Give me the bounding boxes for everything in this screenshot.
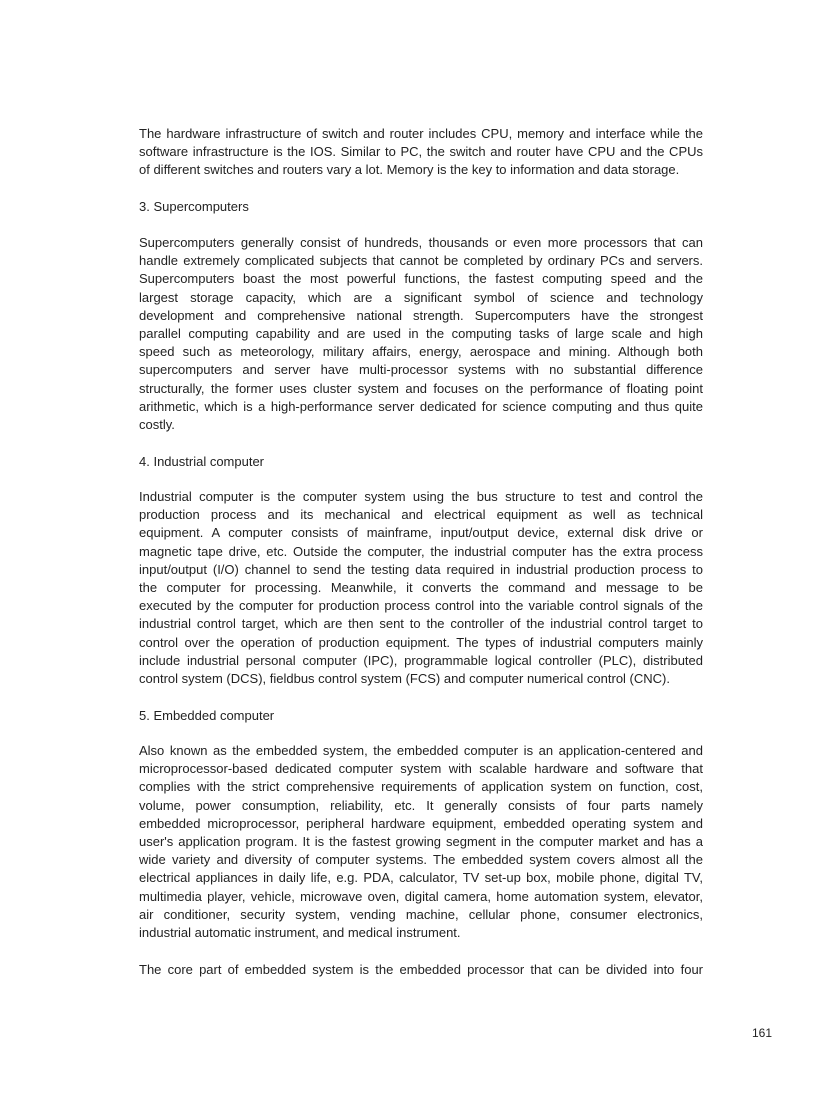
text-line: structurally, the former uses cluster system and focuses on the performance of floating point <box>139 380 703 396</box>
text-line: magnetic tape drive, etc. Outside the computer, the industrial computer has the extra process <box>139 543 703 559</box>
text-line: parallel computing capability and are used in the computing tasks of large scale and high <box>139 325 703 341</box>
text-line: costly. <box>139 416 175 432</box>
text-line: microprocessor-based dedicated computer system with scalable hardware and software that <box>139 761 703 777</box>
text-line: software infrastructure is the IOS. Similar to PC, the switch and router have CPU and the CPUs <box>139 144 703 160</box>
text-line: largest storage capacity, which are a significant symbol of science and technology <box>139 289 703 305</box>
text-line: development and comprehensive national strength. Supercomputers have the strongest <box>139 307 703 323</box>
text-line: production process and its mechanical and electrical equipment as well as technical <box>139 507 703 523</box>
text-line: control over the operation of production equipment. The types of industrial computers mainly <box>139 634 703 650</box>
text-line: executed by the computer for production process control into the variable control signals of the <box>139 598 703 614</box>
text-line: control system (DCS), fieldbus control system (FCS) and computer numerical control (CNC). <box>139 670 670 686</box>
text-line: volume, power consumption, reliability, etc. It generally consists of four parts namely <box>139 797 703 813</box>
text-line: air conditioner, security system, vending machine, cellular phone, consumer electronics, <box>139 906 703 922</box>
text-line: wide variety and diversity of computer systems. The embedded system covers almost all the <box>139 852 703 868</box>
text-line: equipment. A computer consists of mainframe, input/output device, external disk drive or <box>139 525 703 541</box>
section-heading-industrial-computer: 4. Industrial computer <box>139 454 265 469</box>
text-line: of different switches and routers vary a lot. Memory is the key to information and data storage. <box>139 162 680 178</box>
text-line: multimedia player, vehicle, microwave oven, digital camera, home automation system, elevator, <box>139 888 703 904</box>
page-number: 161 <box>751 1026 772 1040</box>
text-line: electrical appliances in daily life, e.g. PDA, calculator, TV set-up box, mobile phone, digital TV, <box>139 870 703 886</box>
text-line: industrial automatic instrument, and medical instrument. <box>139 924 461 940</box>
paragraph-embedded-processor <box>139 961 703 979</box>
text-line: complies with the strict comprehensive requirements of application system on function, cost, <box>139 779 703 795</box>
paragraph-switch-router <box>139 125 703 180</box>
paragraph-industrial-computer <box>139 488 703 688</box>
text-line: Supercomputers boast the most powerful functions, the fastest computing speed and the <box>139 271 703 287</box>
text-line: the computer for processing. Meanwhile, it converts the command and message to be <box>139 579 703 595</box>
text-line: Supercomputers generally consist of hundreds, thousands or even more processors that can <box>139 235 703 250</box>
paragraph-embedded-computer <box>139 742 703 942</box>
text-line: The hardware infrastructure of switch and router includes CPU, memory and interface while the <box>139 126 703 141</box>
text-line: embedded microprocessor, peripheral hardware equipment, embedded operating system and <box>139 815 703 831</box>
text-line: industrial control target, which are then sent to the controller of the industrial control target to <box>139 616 703 632</box>
text-line: user's application program. It is the fastest growing segment in the computer market and has a <box>139 833 703 849</box>
section-heading-supercomputers: 3. Supercomputers <box>139 199 249 214</box>
text-line: input/output (I/O) channel to send the testing data required in industrial production process to <box>139 561 703 577</box>
text-line: handle extremely complicated subjects that cannot be completed by ordinary PCs and servers. <box>139 253 703 269</box>
text-line: arithmetic, which is a high-performance server dedicated for science computing and thus quite <box>139 398 703 414</box>
text-line: Also known as the embedded system, the embedded computer is an application-centered and <box>139 743 703 758</box>
section-heading-embedded-computer: 5. Embedded computer <box>139 708 275 723</box>
text-line: The core part of embedded system is the embedded processor that can be divided into four <box>139 962 703 977</box>
text-line: speed such as meteorology, military affairs, energy, aerospace and mining. Although both <box>139 344 703 360</box>
text-line: supercomputers and server have multi-processor systems with no substantial difference <box>139 362 703 378</box>
paragraph-supercomputers <box>139 234 703 434</box>
text-line: Industrial computer is the computer system using the bus structure to test and control the <box>139 489 703 504</box>
text-line: include industrial personal computer (IPC), programmable logical controller (PLC), distributed <box>139 652 703 668</box>
